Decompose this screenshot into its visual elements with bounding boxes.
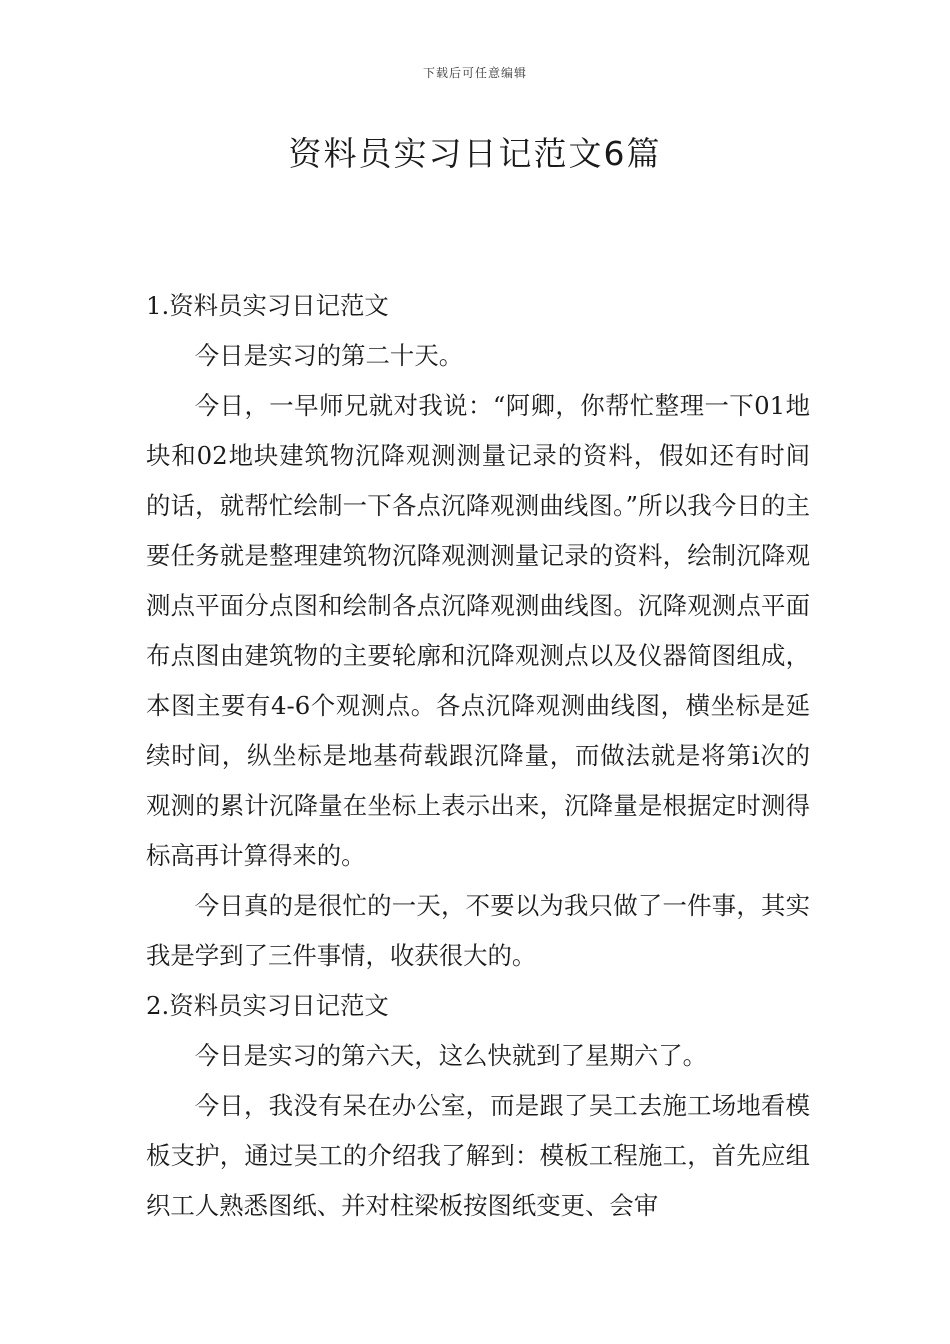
paragraph: 今日是实习的第六天，这么快就到了星期六了。 <box>194 1041 708 1070</box>
paragraph: 今日，我没有呆在办公室，而是跟了吴工去施工场地看模板支护，通过吴工的介绍我了解到：模板工程施工，首先应组织工人熟悉图纸、并对柱梁板按图纸变更、会审 <box>146 1091 810 1220</box>
paragraph: 今日真的是很忙的一天，不要以为我只做了一件事，其实我是学到了三件事情，收获很大的。 <box>146 891 810 970</box>
section-heading: 1.资料员实习日记范文 <box>146 291 389 320</box>
section-heading: 2.资料员实习日记范文 <box>146 991 389 1020</box>
paragraph: 今日是实习的第二十天。 <box>194 341 464 370</box>
document-title: 资料员实习日记范文6篇 <box>288 134 662 173</box>
document-body <box>146 281 810 1231</box>
paragraph: 今日，一早师兄就对我说：“阿卿，你帮忙整理一下01地块和02地块建筑物沉降观测测量记录的资料，假如还有时间的话，就帮忙绘制一下各点沉降观测曲线图。”所以我今日的主要任务就是整理建筑物沉降观测测量记录的资料，绘制沉降观测点平面分点图和绘制各点沉降观测曲线图。沉降观测点平面布点图由建筑物的主要轮廓和沉降观测点以及仪器简图组成，本图主要有4-6个观测点。各点沉降观测曲线图，横坐标是延续时间，纵坐标是地基荷载跟沉降量，而做法就是将第i次的观测的累计沉降量在坐标上表示出来，沉降量是根据定时测得标高再计算得来的。 <box>146 391 810 870</box>
header-note: 下载后可任意编辑 <box>422 66 527 80</box>
